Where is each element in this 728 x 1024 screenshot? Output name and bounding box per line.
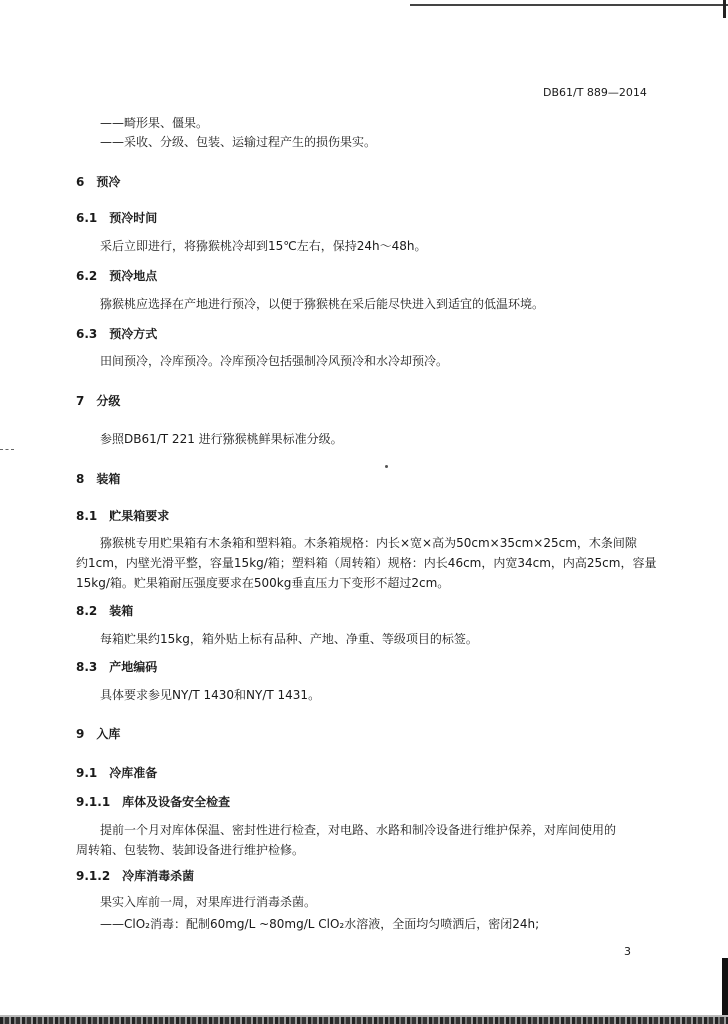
- scan-edge-top: [410, 4, 728, 6]
- paragraph-line: 周转箱、包装物、装卸设备进行维护检修。: [76, 843, 305, 857]
- paragraph: 具体要求参见NY/T 1430和NY/T 1431。: [100, 688, 321, 702]
- section-heading: 6 预冷: [76, 175, 121, 189]
- scan-speck: [385, 465, 388, 468]
- section-heading: 7 分级: [76, 394, 121, 408]
- paragraph: 采后立即进行，将猕猴桃冷却到15℃左右，保持24h～48h。: [100, 239, 427, 253]
- scan-edge-right: [723, 0, 726, 18]
- paragraph: 田间预冷，冷库预冷。冷库预冷包括强制冷风预冷和水冷却预冷。: [100, 354, 449, 368]
- list-item: ——ClO₂消毒：配制60mg/L ~80mg/L ClO₂水溶液，全面均匀喷洒后，密闭24h;: [100, 917, 540, 931]
- paragraph: 参照DB61/T 221 进行猕猴桃鲜果标准分级。: [100, 432, 343, 446]
- paragraph: 果实入库前一周，对果库进行消毒杀菌。: [100, 895, 317, 909]
- paragraph: 每箱贮果约15kg，箱外贴上标有品种、产地、净重、等级项目的标签。: [100, 632, 478, 646]
- paragraph-line: 约1cm，内壁光滑平整，容量15kg/箱；塑料箱（周转箱）规格：内长46cm，内宽34cm，内高25cm，容量: [76, 556, 657, 570]
- paragraph-line: 猕猴桃专用贮果箱有木条箱和塑料箱。木条箱规格：内长×宽×高为50cm×35cm×25cm，木条间隙: [100, 536, 637, 550]
- subsection-heading: 8.3 产地编码: [76, 660, 158, 674]
- paragraph-line: 15kg/箱。贮果箱耐压强度要求在500kg垂直压力下变形不超过2cm。: [76, 576, 450, 590]
- list-item: ——采收、分级、包装、运输过程产生的损伤果实。: [100, 135, 377, 149]
- subsection-heading: 6.1 预冷时间: [76, 211, 158, 225]
- paragraph-line: 提前一个月对库体保温、密封性进行检查，对电路、水路和制冷设备进行维护保养，对库间使用的: [100, 823, 617, 837]
- subsection-heading: 6.2 预冷地点: [76, 269, 158, 283]
- subsection-heading: 9.1 冷库准备: [76, 766, 158, 780]
- scan-edge-bottom: [0, 1017, 728, 1024]
- document-code: DB61/T 889—2014: [543, 86, 647, 99]
- scan-margin-mark: [0, 449, 14, 450]
- section-heading: 9 入库: [76, 727, 121, 741]
- subsection-heading: 8.2 装箱: [76, 604, 134, 618]
- list-item: ——畸形果、僵果。: [100, 116, 209, 130]
- subsubsection-heading: 9.1.2 冷库消毒杀菌: [76, 869, 195, 883]
- subsection-heading: 6.3 预冷方式: [76, 327, 158, 341]
- section-heading: 8 装箱: [76, 472, 121, 486]
- paragraph: 猕猴桃应选择在产地进行预冷，以便于猕猴桃在采后能尽快进入到适宜的低温环境。: [100, 297, 545, 311]
- subsubsection-heading: 9.1.1 库体及设备安全检查: [76, 795, 231, 809]
- page-number: 3: [624, 945, 631, 958]
- subsection-heading: 8.1 贮果箱要求: [76, 509, 170, 523]
